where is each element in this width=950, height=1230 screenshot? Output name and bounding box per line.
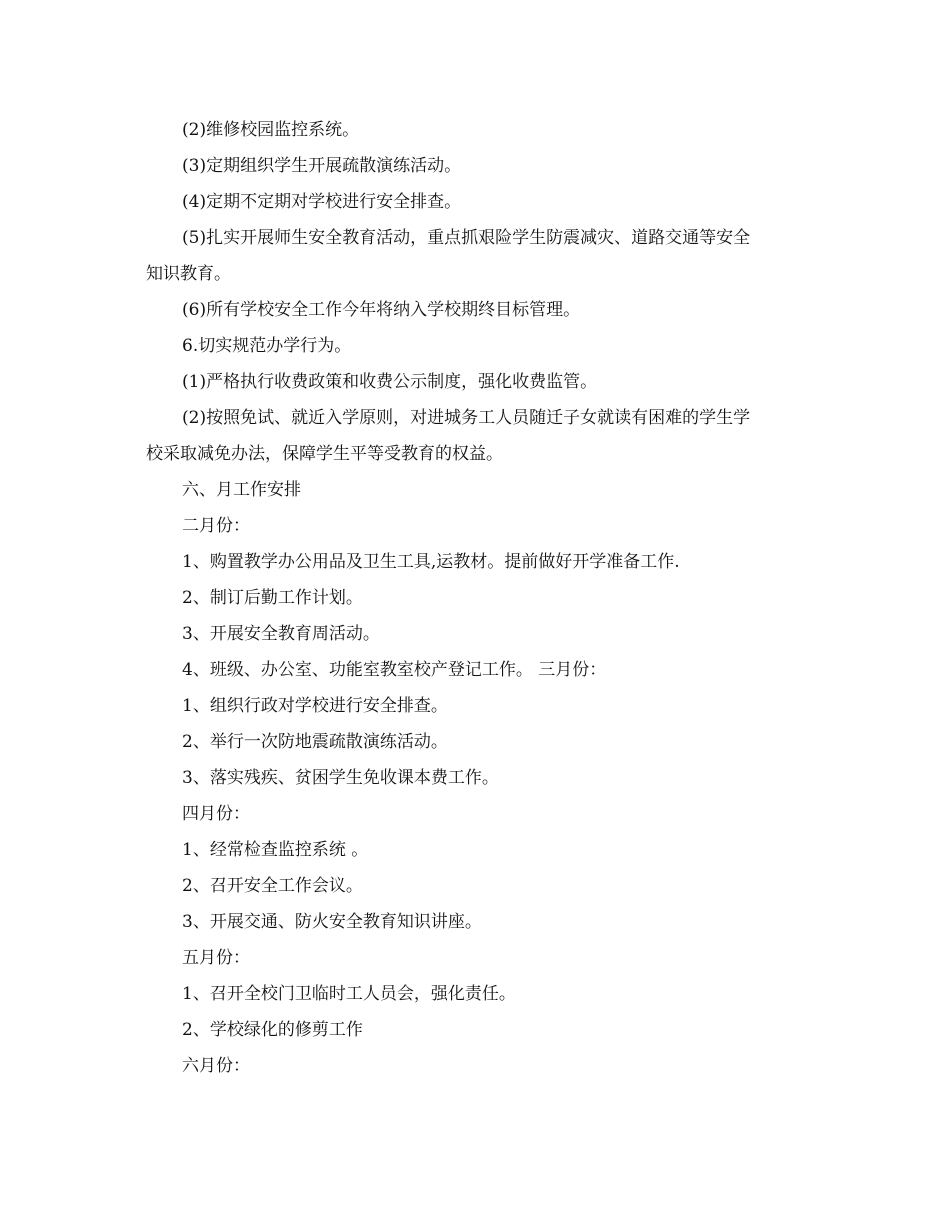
text-line: 2、学校绿化的修剪工作: [182, 1020, 363, 1040]
text-line: 1、购置教学办公用品及卫生工具,运教材。提前做好开学准备工作.: [182, 552, 680, 572]
text-line: (1)严格执行收费政策和收费公示制度，强化收费监管。: [182, 372, 598, 392]
text-line: 2、举行一次防地震疏散演练活动。: [182, 732, 448, 752]
text-line: 2、召开安全工作会议。: [182, 876, 363, 896]
section-heading: 六、月工作安排: [182, 480, 301, 500]
document-body: [146, 112, 812, 1084]
text-line: 校采取减免办法，保障学生平等受教育的权益。: [146, 444, 503, 464]
text-line: 1、经常检查监控系统 。: [182, 840, 369, 860]
text-line: 3、开展安全教育周活动。: [182, 624, 380, 644]
section-heading: 6.切实规范办学行为。: [182, 336, 352, 356]
text-line: (4)定期不定期对学校进行安全排查。: [182, 192, 462, 212]
text-line: (2)按照免试、就近入学原则，对进城务工人员随迁子女就读有困难的学生学: [182, 408, 751, 428]
month-heading: 二月份：: [182, 516, 250, 536]
month-heading: 六月份：: [182, 1056, 250, 1076]
text-line: 4、班级、办公室、功能室教室校产登记工作。 三月份：: [182, 660, 607, 680]
text-line: (5)扎实开展师生安全教育活动，重点抓艰险学生防震减灾、道路交通等安全: [182, 228, 751, 248]
month-heading: 四月份：: [182, 804, 250, 824]
text-line: (3)定期组织学生开展疏散演练活动。: [182, 156, 462, 176]
text-line: 3、落实残疾、贫困学生免收课本费工作。: [182, 768, 499, 788]
text-line: 知识教育。: [146, 264, 231, 284]
month-heading: 五月份：: [182, 948, 250, 968]
text-line: 2、制订后勤工作计划。: [182, 588, 363, 608]
text-line: (2)维修校园监控系统。: [182, 120, 360, 140]
text-line: (6)所有学校安全工作今年将纳入学校期终目标管理。: [182, 300, 581, 320]
text-line: 1、组织行政对学校进行安全排查。: [182, 696, 448, 716]
text-line: 1、召开全校门卫临时工人员会，强化责任。: [182, 984, 516, 1004]
text-line: 3、开展交通、防火安全教育知识讲座。: [182, 912, 482, 932]
